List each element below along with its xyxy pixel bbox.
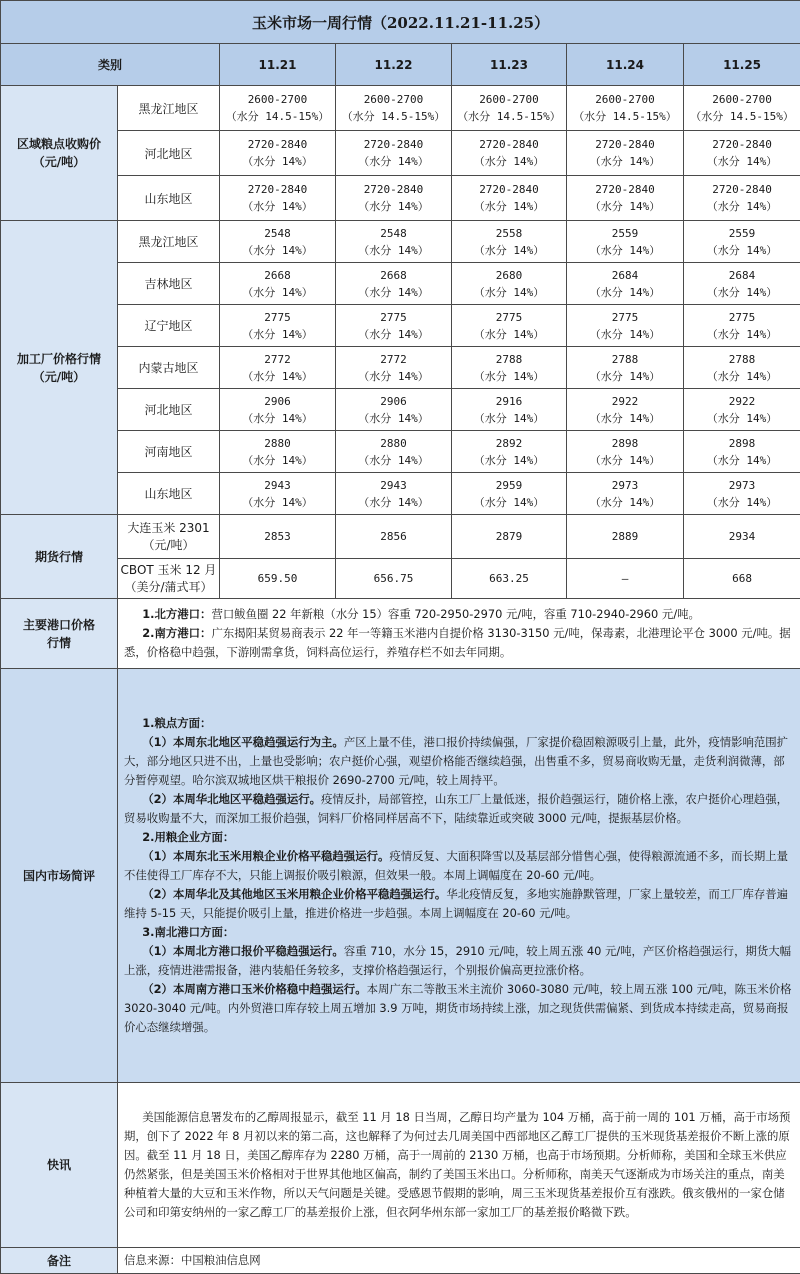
futures-name: 大连玉米 2301 （元/吨） xyxy=(118,515,220,559)
price-cell xyxy=(336,86,452,131)
price-cell xyxy=(452,221,567,263)
futures-name: CBOT 玉米 12 月 （美分/蒲式耳） xyxy=(118,559,220,599)
price-cell xyxy=(452,176,567,221)
price-value: 2684 xyxy=(567,267,683,284)
price-cell xyxy=(336,389,452,431)
price-cell xyxy=(220,86,336,131)
moisture-note: （水分 14%） xyxy=(684,198,800,215)
moisture-note: （水分 14%） xyxy=(684,153,800,170)
futures-value: 2934 xyxy=(684,515,800,559)
header-date: 11.22 xyxy=(336,44,452,86)
price-cell xyxy=(684,221,800,263)
futures-label: 期货行情 xyxy=(1,515,118,599)
region-name: 吉林地区 xyxy=(118,263,220,305)
futures-value: 2853 xyxy=(220,515,336,559)
moisture-note: （水分 14%） xyxy=(684,326,800,343)
price-cell xyxy=(220,389,336,431)
price-cell xyxy=(452,473,567,515)
price-cell xyxy=(452,131,567,176)
header-date: 11.24 xyxy=(567,44,684,86)
futures-value: 2856 xyxy=(336,515,452,559)
moisture-note: （水分 14%） xyxy=(336,494,451,511)
moisture-note: （水分 14%） xyxy=(452,153,566,170)
price-value: 2922 xyxy=(684,393,800,410)
region-name: 黑龙江地区 xyxy=(118,221,220,263)
price-cell xyxy=(452,86,567,131)
commentary-label: 国内市场简评 xyxy=(1,669,118,1083)
region-name: 辽宁地区 xyxy=(118,305,220,347)
price-cell xyxy=(220,347,336,389)
price-value: 2973 xyxy=(684,477,800,494)
region-name: 内蒙古地区 xyxy=(118,347,220,389)
moisture-note: （水分 14.5-15%） xyxy=(684,108,800,125)
price-cell xyxy=(684,86,800,131)
price-cell xyxy=(684,176,800,221)
news-label: 快讯 xyxy=(1,1083,118,1248)
price-value: 2720-2840 xyxy=(684,181,800,198)
price-cell xyxy=(452,305,567,347)
price-value: 2775 xyxy=(336,309,451,326)
plant-price-label: 加工厂价格行情 （元/吨） xyxy=(1,221,118,515)
price-cell xyxy=(336,431,452,473)
price-cell xyxy=(684,263,800,305)
price-value: 2943 xyxy=(336,477,451,494)
price-value: 2720-2840 xyxy=(336,136,451,153)
price-cell xyxy=(336,305,452,347)
price-value: 2684 xyxy=(684,267,800,284)
moisture-note: （水分 14%） xyxy=(220,410,335,427)
price-cell xyxy=(684,473,800,515)
moisture-note: （水分 14%） xyxy=(336,326,451,343)
moisture-note: （水分 14%） xyxy=(684,410,800,427)
price-value: 2772 xyxy=(336,351,451,368)
price-value: 2880 xyxy=(220,435,335,452)
region-name: 河北地区 xyxy=(118,389,220,431)
price-value: 2973 xyxy=(567,477,683,494)
region-name: 山东地区 xyxy=(118,473,220,515)
header-date: 11.25 xyxy=(684,44,800,86)
price-cell xyxy=(684,389,800,431)
moisture-note: （水分 14%） xyxy=(684,368,800,385)
price-value: 2880 xyxy=(336,435,451,452)
price-cell xyxy=(567,473,684,515)
ports-label: 主要港口价格 行情 xyxy=(1,599,118,669)
price-value: 2788 xyxy=(684,351,800,368)
futures-value: 656.75 xyxy=(336,559,452,599)
price-value: 2720-2840 xyxy=(220,181,335,198)
price-value: 2720-2840 xyxy=(452,181,566,198)
moisture-note: （水分 14%） xyxy=(336,452,451,469)
price-value: 2548 xyxy=(220,225,335,242)
moisture-note: （水分 14%） xyxy=(567,494,683,511)
price-value: 2668 xyxy=(220,267,335,284)
price-cell xyxy=(567,263,684,305)
moisture-note: （水分 14%） xyxy=(567,326,683,343)
price-value: 2775 xyxy=(452,309,566,326)
price-value: 2916 xyxy=(452,393,566,410)
futures-value: — xyxy=(567,559,684,599)
price-value: 2559 xyxy=(567,225,683,242)
moisture-note: （水分 14%） xyxy=(567,242,683,259)
price-value: 2680 xyxy=(452,267,566,284)
price-value: 2959 xyxy=(452,477,566,494)
moisture-note: （水分 14%） xyxy=(567,284,683,301)
price-cell xyxy=(567,86,684,131)
moisture-note: （水分 14%） xyxy=(220,198,335,215)
moisture-note: （水分 14%） xyxy=(452,326,566,343)
price-value: 2668 xyxy=(336,267,451,284)
moisture-note: （水分 14%） xyxy=(452,368,566,385)
price-value: 2720-2840 xyxy=(452,136,566,153)
moisture-note: （水分 14%） xyxy=(567,153,683,170)
price-cell xyxy=(567,176,684,221)
moisture-note: （水分 14%） xyxy=(220,368,335,385)
regional-purchase-label: 区域粮点收购价 （元/吨） xyxy=(1,86,118,221)
price-cell xyxy=(567,389,684,431)
price-value: 2600-2700 xyxy=(567,91,683,108)
moisture-note: （水分 14%） xyxy=(336,368,451,385)
price-value: 2600-2700 xyxy=(336,91,451,108)
price-cell xyxy=(567,305,684,347)
remark-label: 备注 xyxy=(1,1248,118,1274)
price-value: 2906 xyxy=(220,393,335,410)
price-value: 2720-2840 xyxy=(220,136,335,153)
region-name: 河南地区 xyxy=(118,431,220,473)
futures-value: 2889 xyxy=(567,515,684,559)
price-value: 2898 xyxy=(567,435,683,452)
price-value: 2548 xyxy=(336,225,451,242)
moisture-note: （水分 14.5-15%） xyxy=(567,108,683,125)
price-cell xyxy=(567,347,684,389)
commentary-text: 1.粮点方面： （1）本周东北地区平稳趋强运行为主。产区上量不佳，港口报价持续偏强，厂家提价稳固粮源吸引上量，此外，疫情影响范围扩大，部分地区只进不出，上量也受影响；农户挺价心强，观望价格能否继续趋强，出售重不多，贸易商收购无量，走货利润微薄，部分暂停观望。哈尔滨双城地区烘干粮报价 2690-2700 元/吨，较上周持平。 （2）本周华北地区平稳趋强运行。疫情反扑，局部管控，山东工厂上量低迷，报价趋强运行，随价格上涨，农户挺价心理趋强，贸易收购量不大，而深加工报价趋强，饲料厂价格同样居高不下，陆续靠近或突破 3000 元/吨，提振基层价格。 2.用粮企业方面： （1）本周东北玉米用粮企业价格平稳趋强运行。疫情反复、大面积降雪以及基层部分惜售心强，使得粮源流通不多，而长期上量不佳使得工厂库存不大，只能上调报价吸引粮源，但效果一般。本周上调幅度在 20-60 元/吨。 （2）本周华北及其他地区玉米用粮企业价格平稳趋强运行。华北疫情反复，多地实施静默管理，厂家上量较差，而工厂库存普遍维持 5-15 天，只能提价吸引上量，推进价格进一步趋强。本周上调幅度在 20-60 元/吨。 3.南北港口方面： （1）本周北方港口报价平稳趋强运行。容重 710，水分 15，2910 元/吨，较上周五涨 40 元/吨，产区价格趋强运行，期货大幅上涨，疫情进港需报备，港内装船任务较多，支撑价格趋强运行，个别报价偏高更拉涨价格。 （2）本周南方港口玉米价格稳中趋强运行。本周广东二等散玉米主流价 3060-3080 元/吨，较上周五涨 100 元/吨，陈玉米价格 3020-3040 元/吨。内外贸港口库存较上周五增加 3.9 万吨，期货市场持续上涨，加之现货供需偏紧、到货成本持续走高，贸易商报价心态继续增强。 xyxy=(118,669,800,1083)
moisture-note: （水分 14%） xyxy=(220,242,335,259)
price-cell xyxy=(220,263,336,305)
moisture-note: （水分 14%） xyxy=(452,494,566,511)
price-cell xyxy=(220,176,336,221)
moisture-note: （水分 14%） xyxy=(220,284,335,301)
moisture-note: （水分 14%） xyxy=(336,198,451,215)
moisture-note: （水分 14.5-15%） xyxy=(336,108,451,125)
moisture-note: （水分 14%） xyxy=(567,410,683,427)
price-cell xyxy=(336,347,452,389)
moisture-note: （水分 14%） xyxy=(567,452,683,469)
price-cell xyxy=(336,263,452,305)
moisture-note: （水分 14%） xyxy=(220,326,335,343)
moisture-note: （水分 14%） xyxy=(452,284,566,301)
price-cell xyxy=(684,131,800,176)
region-name: 黑龙江地区 xyxy=(118,86,220,131)
region-name: 河北地区 xyxy=(118,131,220,176)
price-value: 2898 xyxy=(684,435,800,452)
moisture-note: （水分 14%） xyxy=(684,494,800,511)
price-value: 2775 xyxy=(220,309,335,326)
futures-value: 663.25 xyxy=(452,559,567,599)
futures-value: 2879 xyxy=(452,515,567,559)
price-value: 2720-2840 xyxy=(567,181,683,198)
price-cell xyxy=(684,305,800,347)
price-cell xyxy=(336,176,452,221)
moisture-note: （水分 14%） xyxy=(567,368,683,385)
price-value: 2775 xyxy=(684,309,800,326)
moisture-note: （水分 14%） xyxy=(452,242,566,259)
moisture-note: （水分 14%） xyxy=(567,198,683,215)
price-cell xyxy=(220,305,336,347)
price-cell xyxy=(452,431,567,473)
price-cell xyxy=(220,473,336,515)
ports-text: 1.北方港口：营口鲅鱼圈 22 年新粮（水分 15）容重 720-2950-2970 元/吨，容重 710-2940-2960 元/吨。 2.南方港口：广东揭阳某贸易商表示 22 年一等籍玉米港内自提价格 3130-3150 元/吨，保毒素，北港理论平仓 3000 元/吨。据悉，价格稳中趋强，下游刚需拿货，饲料高位运行，养殖存栏不如去年同期。 xyxy=(118,599,800,669)
price-value: 2558 xyxy=(452,225,566,242)
moisture-note: （水分 14%） xyxy=(684,242,800,259)
price-cell xyxy=(220,131,336,176)
price-cell xyxy=(336,131,452,176)
price-cell xyxy=(220,431,336,473)
price-value: 2720-2840 xyxy=(336,181,451,198)
price-cell xyxy=(452,347,567,389)
moisture-note: （水分 14%） xyxy=(684,452,800,469)
moisture-note: （水分 14%） xyxy=(336,153,451,170)
price-value: 2720-2840 xyxy=(684,136,800,153)
price-value: 2922 xyxy=(567,393,683,410)
price-cell xyxy=(336,473,452,515)
header-category: 类别 xyxy=(1,44,220,86)
price-cell xyxy=(452,263,567,305)
futures-value: 659.50 xyxy=(220,559,336,599)
moisture-note: （水分 14%） xyxy=(336,284,451,301)
price-value: 2892 xyxy=(452,435,566,452)
price-cell xyxy=(452,389,567,431)
moisture-note: （水分 14%） xyxy=(336,410,451,427)
page-title: 玉米市场一周行情（2022.11.21-11.25） xyxy=(1,1,800,44)
moisture-note: （水分 14.5-15%） xyxy=(220,108,335,125)
price-value: 2906 xyxy=(336,393,451,410)
price-cell xyxy=(684,347,800,389)
price-value: 2788 xyxy=(452,351,566,368)
remark-text: 信息来源：中国粮油信息网 xyxy=(118,1248,800,1274)
price-value: 2600-2700 xyxy=(452,91,566,108)
moisture-note: （水分 14%） xyxy=(684,284,800,301)
moisture-note: （水分 14%） xyxy=(452,410,566,427)
moisture-note: （水分 14.5-15%） xyxy=(452,108,566,125)
price-value: 2600-2700 xyxy=(220,91,335,108)
price-cell xyxy=(567,221,684,263)
futures-value: 668 xyxy=(684,559,800,599)
price-cell xyxy=(684,431,800,473)
price-value: 2720-2840 xyxy=(567,136,683,153)
price-value: 2788 xyxy=(567,351,683,368)
price-value: 2600-2700 xyxy=(684,91,800,108)
price-cell xyxy=(567,431,684,473)
moisture-note: （水分 14%） xyxy=(220,153,335,170)
moisture-note: （水分 14%） xyxy=(220,452,335,469)
region-name: 山东地区 xyxy=(118,176,220,221)
price-cell xyxy=(336,221,452,263)
price-cell xyxy=(220,221,336,263)
price-value: 2772 xyxy=(220,351,335,368)
header-date: 11.23 xyxy=(452,44,567,86)
moisture-note: （水分 14%） xyxy=(452,198,566,215)
news-text: 美国能源信息署发布的乙醇周报显示，截至 11 月 18 日当周，乙醇日均产量为 104 万桶，高于前一周的 101 万桶，高于市场预期，创下了 2022 年 8 月初以来的第二高，这也解释了为何过去几周美国中西部地区乙醇工厂提供的玉米现货基差报价不断上涨的原因。截至 11 月 18 日，美国乙醇库存为 2280 万桶，高于一周前的 2130 万桶，也高于市场预期。分析师称，美国和全球玉米供应仍然紧张，但是美国玉米价格相对于世界其他地区偏高，制约了美国玉米出口。分析师称，南美天气逐渐成为市场关注的重点，南美种植着大量的大豆和玉米作物，所以天气问题是关键。受感恩节假期的影响，周三玉米现货基差报价互有涨跌。俄亥俄州的一家仓储公司和印第安纳州的一家乙醇工厂的基差报价上涨，但衣阿华州东部一家加工厂的基差报价略微下跌。 xyxy=(118,1083,800,1248)
price-cell xyxy=(567,131,684,176)
price-value: 2775 xyxy=(567,309,683,326)
moisture-note: （水分 14%） xyxy=(452,452,566,469)
moisture-note: （水分 14%） xyxy=(336,242,451,259)
price-value: 2943 xyxy=(220,477,335,494)
price-value: 2559 xyxy=(684,225,800,242)
moisture-note: （水分 14%） xyxy=(220,494,335,511)
header-date: 11.21 xyxy=(220,44,336,86)
